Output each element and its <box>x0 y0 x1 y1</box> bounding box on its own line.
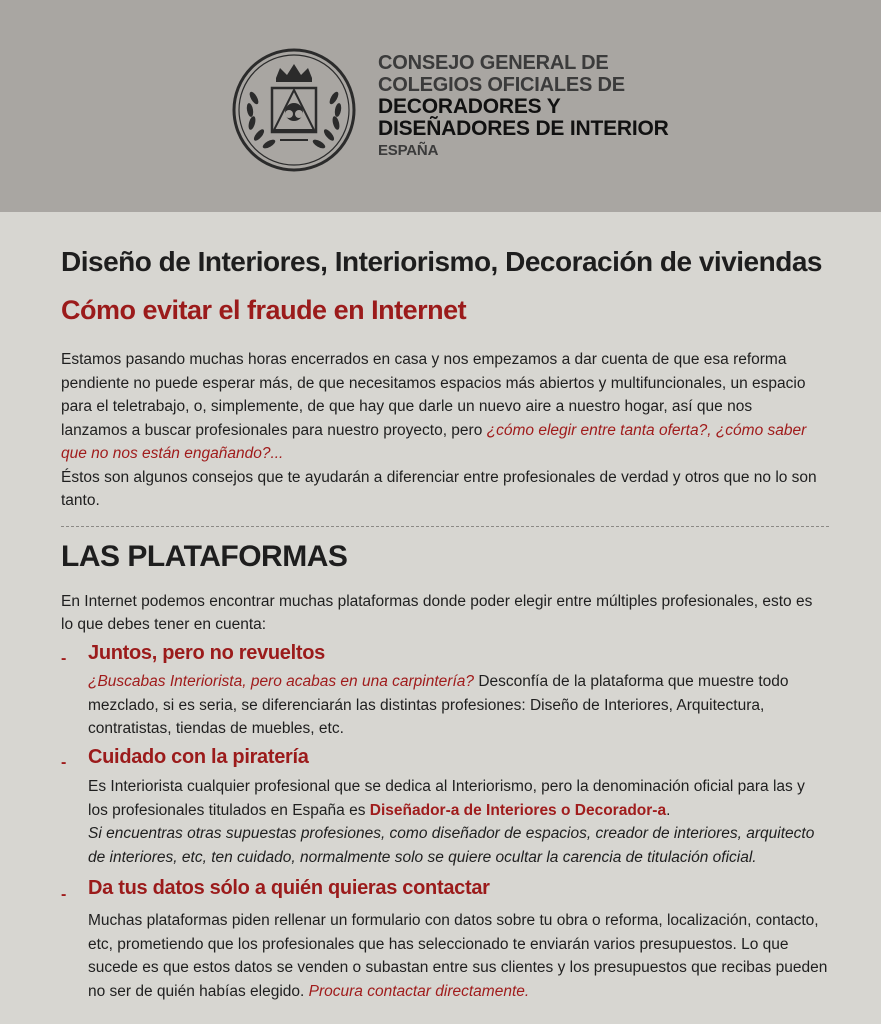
item-title: Juntos, pero no revueltos <box>88 642 325 664</box>
item-text: Es Interiorista cualquier profesional que se dedica al Interiorismo, pero la denominación oficial para las y los profesionales titulados en España es <box>88 778 805 819</box>
council-crest-logo <box>232 48 356 172</box>
item-text: Muchas plataformas piden rellenar un formulario con datos sobre tu obra o reforma, localización, contacto, etc, prometiendo que los profesionales que has seleccionado te enviarán varios presupuestos. Lo que sucede es que estos datos se venden o subastan entre sus clientes y los presupuestos que recibas pueden no ser de quién habías elegido. <box>88 912 828 1000</box>
item-text: Desconfía de la plataforma que muestre todo mezclado, si es seria, se diferenciarán las distintas profesiones: Diseño de Interiores, Arquitectura, contratistas, tiendas de muebles, etc. <box>88 673 789 737</box>
section-intro: En Internet podemos encontrar muchas plataformas donde poder elegir entre múltiples profesionales, esto es lo que debes tener en cuenta: <box>61 593 813 633</box>
page-title: Diseño de Interiores, Interiorismo, Decoración de viviendas <box>61 246 822 277</box>
org-line-2: COLEGIOS OFICIALES DE <box>378 74 625 96</box>
item-title: Da tus datos sólo a quién quieras contactar <box>88 877 490 899</box>
list-dash: - <box>61 886 67 903</box>
org-country: ESPAÑA <box>378 142 439 159</box>
item-text-end: . <box>666 801 671 819</box>
intro-question: ¿cómo elegir entre tanta oferta?, ¿cómo saber que no nos están engañando?... <box>61 421 807 462</box>
intro-text: Estamos pasando muchas horas encerrados en casa y nos empezamos a dar cuenta de que esa reforma pendiente no puede esperar más, de que necesitamos espacios más abiertos y multifuncionales, un espacio para el teletrabajo, o, simplemente, de que hay que darle un nuevo aire a nuestro hogar, así que nos lanzamos a buscar profesionales para nuestro proyecto, pero <box>61 351 806 439</box>
item-body <box>88 670 828 741</box>
page-subtitle: Cómo evitar el fraude en Internet <box>61 295 467 325</box>
item-closing: Procura contactar directamente. <box>308 982 530 1000</box>
item-body <box>88 909 828 1003</box>
header-band <box>0 0 881 212</box>
intro-paragraph <box>61 348 821 513</box>
org-line-1: CONSEJO GENERAL DE <box>378 52 609 74</box>
item-lead-question: ¿Buscabas Interiorista, pero acabas en una carpintería? <box>88 673 475 690</box>
section-divider <box>61 526 829 527</box>
item-title: Cuidado con la piratería <box>88 746 309 768</box>
item-highlight: Diseñador-a de Interiores o Decorador-a <box>369 801 667 819</box>
section-heading: LAS PLATAFORMAS <box>61 540 348 573</box>
organization-name <box>378 52 669 162</box>
intro-closing: Éstos son algunos consejos que te ayudarán a diferenciar entre profesionales de verdad y otros que no lo son tanto. <box>61 468 817 509</box>
list-dash: - <box>61 650 67 667</box>
item-italic-note: Si encuentras otras supuestas profesiones, como diseñador de espacios, creador de interiores, arquitecto de interiores, etc, ten cuidado, normalmente solo se quiere ocultar la carencia de titulación oficial. <box>88 825 815 866</box>
org-line-3: DECORADORES Y <box>378 95 561 118</box>
list-dash: - <box>61 754 67 771</box>
org-line-4: DISEÑADORES DE INTERIOR <box>378 117 669 140</box>
item-body <box>88 775 828 869</box>
